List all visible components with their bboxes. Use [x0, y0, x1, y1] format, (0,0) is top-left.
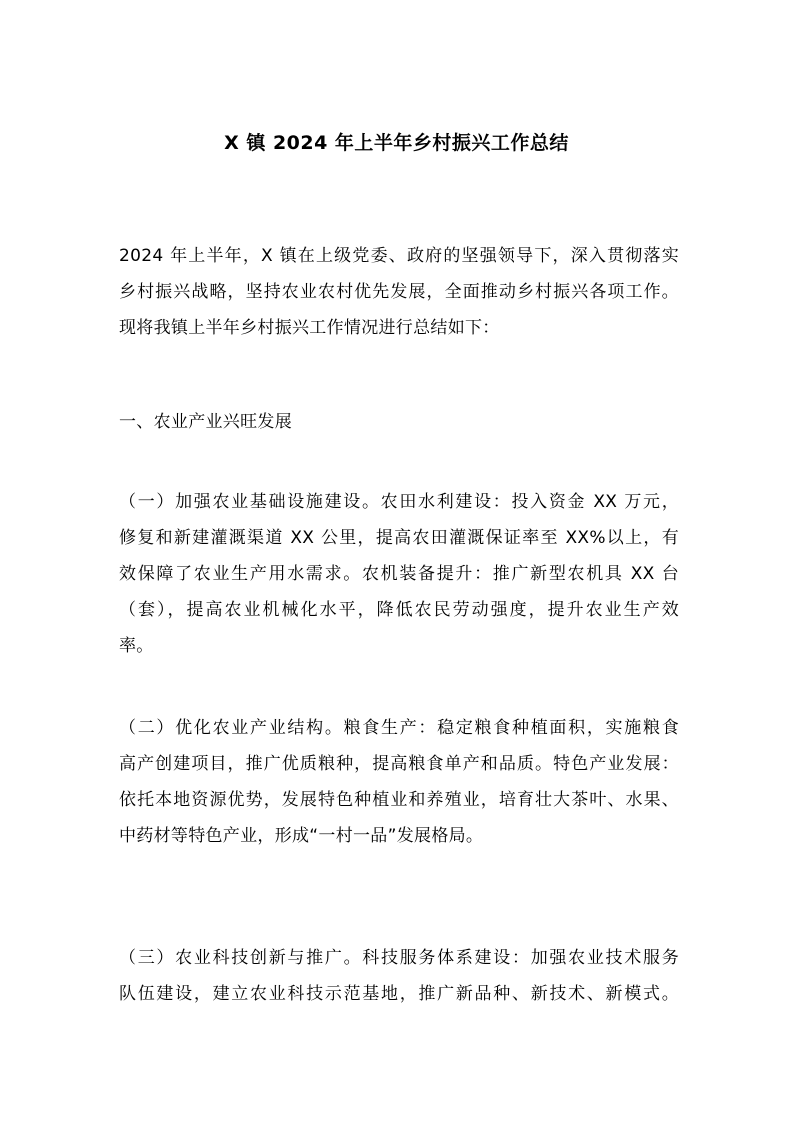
text-line: 2024 年上半年，X 镇在上级党委、政府的坚强领导下，深入贯彻落实: [119, 246, 679, 266]
text-line: 高产创建项目，推广优质粮种，提高粮食单产和品质。特色产业发展：: [119, 754, 679, 774]
text-line: 修复和新建灌溉渠道 XX 公里，提高农田灌溉保证率至 XX%以上，有: [119, 528, 679, 548]
text-line: 中药材等特色产业，形成“一村一品”发展格局。: [119, 826, 484, 846]
subsection-paragraph-1: [119, 484, 679, 664]
text-line: （二）优化农业产业结构。粮食生产：稳定粮食种植面积，实施粮食: [119, 718, 679, 738]
text-line: （一）加强农业基础设施建设。农田水利建设：投入资金 XX 万元，: [119, 492, 679, 512]
document-title: X 镇 2024 年上半年乡村振兴工作总结: [224, 132, 569, 154]
subsection-paragraph-3: [119, 940, 679, 1012]
text-line: 现将我镇上半年乡村振兴工作情况进行总结如下：: [119, 318, 500, 338]
text-line: 效保障了农业生产用水需求。农机装备提升：推广新型农机具 XX 台: [119, 564, 679, 584]
text-line: 依托本地资源优势，发展特色种植业和养殖业，培育壮大茶叶、水果、: [119, 790, 679, 810]
text-line: 乡村振兴战略，坚持农业农村优先发展，全面推动乡村振兴各项工作。: [119, 282, 679, 302]
intro-paragraph: [119, 238, 679, 346]
subsection-paragraph-2: [119, 710, 679, 854]
text-line: 率。: [119, 636, 154, 656]
text-line: 队伍建设，建立农业科技示范基地，推广新品种、新技术、新模式。: [119, 984, 679, 1004]
text-line: （套），提高农业机械化水平，降低农民劳动强度，提升农业生产效: [119, 600, 679, 620]
text-line: （三）农业科技创新与推广。科技服务体系建设：加强农业技术服务: [119, 948, 679, 968]
heading-text: 一、农业产业兴旺发展: [119, 412, 292, 432]
section-heading: [119, 404, 679, 440]
